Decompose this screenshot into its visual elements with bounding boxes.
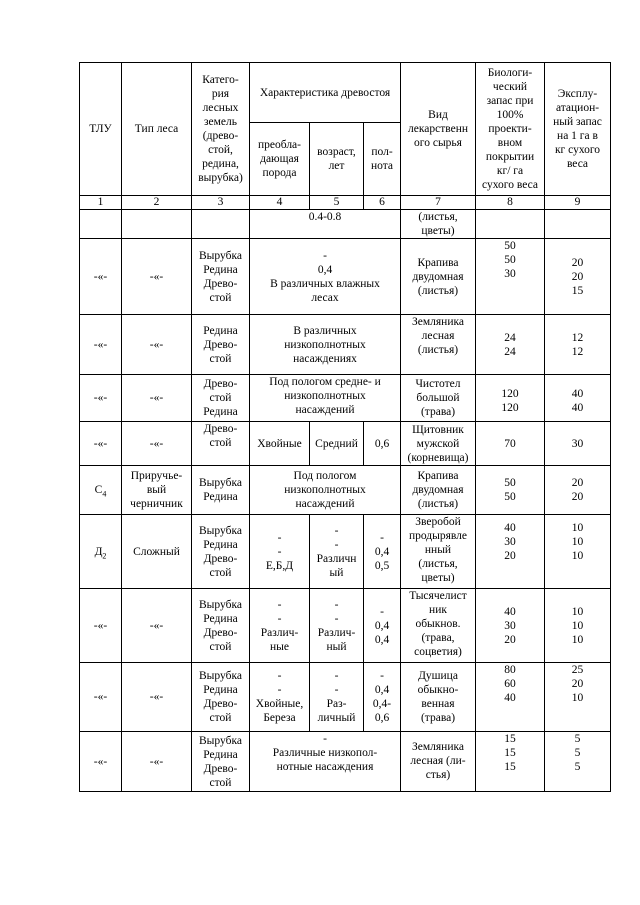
forest-type-cell: -«- [122,422,192,466]
raw-material-cell: Чистотел большой (трава) [401,375,476,422]
exp-stock-cell: 10 10 10 [545,515,611,589]
raw-material-cell: Крапива двудомная (листья) [401,239,476,315]
density-cell: - 0,4 0,5 [364,515,401,589]
bio-stock-cell: 50 50 [476,466,545,515]
table-row [80,315,611,375]
category-cell: Вырубка Редина Древо- стой [192,589,250,663]
raw-material-cell: Зверобой продырявле нный (листья, цветы) [401,515,476,589]
exp-stock-cell: 20 20 [545,466,611,515]
forest-type-cell: -«- [122,239,192,315]
header-land-category: Катего- рия лесных земель (древо- стой, редина, вырубка) [192,63,250,196]
col-number: 8 [476,196,545,210]
tlu-cell: $Д_2$ [80,515,122,589]
table-row [80,589,611,663]
bio-stock-cell: 40 30 20 [476,515,545,589]
bio-stock-cell: 80 60 40 [476,663,545,732]
forest-type-cell: -«- [122,375,192,422]
table-row [80,732,611,792]
table-row [80,466,611,515]
tlu-cell: -«- [80,315,122,375]
table-row [80,210,611,239]
bio-stock-cell: 24 24 [476,315,545,375]
raw-material-cell: Щитовник мужской (корневища) [401,422,476,466]
species-cell: Хвойные [250,422,310,466]
bio-stock-cell: 70 [476,422,545,466]
category-cell: Древо- стой Редина [192,375,250,422]
table-row [80,515,611,589]
col-number: 4 [250,196,310,210]
exp-stock-cell: 30 [545,422,611,466]
raw-material-cell: Земляника лесная (листья) [401,315,476,375]
col-number: 7 [401,196,476,210]
density-cell: 0,6 [364,422,401,466]
tlu-cell: -«- [80,589,122,663]
category-cell: Вырубка Редина Древо- стой [192,663,250,732]
forest-type-cell: Приручье- вый черничник [122,466,192,515]
header-biological-stock: Биологи- ческий запас при 100% проекти- вном покрытии кг/ га сухого веса [476,63,545,196]
species-cell: - - Хвойные, Береза [250,663,310,732]
tlu-cell: $С_4$ [80,466,122,515]
tlu-cell: -«- [80,239,122,315]
merged-stand-cell: - Различные низкопол- нотные насаждения [250,732,401,792]
merged-stand-cell: - 0,4 В различных влажных лесах [250,239,401,315]
forest-resources-table [79,62,611,792]
age-cell: - - Различ- ный [310,589,364,663]
bio-stock-cell: 40 30 20 [476,589,545,663]
category-cell: Вырубка Редина Древо- стой [192,239,250,315]
tlu-cell: -«- [80,422,122,466]
col-number: 5 [310,196,364,210]
raw-material-cell: Душица обыкно- венная (трава) [401,663,476,732]
density-cell: - 0,4 0,4 [364,589,401,663]
forest-type-cell: -«- [122,315,192,375]
header-stand-characteristics: Характеристика древостоя [250,63,401,123]
forest-type-cell: -«- [122,732,192,792]
bio-stock-cell: 120 120 [476,375,545,422]
col-number: 2 [122,196,192,210]
tlu-cell: -«- [80,663,122,732]
col-number: 6 [364,196,401,210]
table-row [80,663,611,732]
exp-stock-cell: 40 40 [545,375,611,422]
merged-stand-cell: 0.4-0.8 [250,210,401,239]
table-row [80,422,611,466]
category-cell: Вырубка Редина Древо- стой [192,515,250,589]
exp-stock-cell: 5 5 5 [545,732,611,792]
merged-stand-cell: Под пологом низкополнотных насаждений [250,466,401,515]
header-tlu: ТЛУ [80,63,122,196]
category-cell: Вырубка Редина Древо- стой [192,732,250,792]
header-dominant-species: преобла- дающая порода [250,123,310,196]
forest-type-cell: -«- [122,663,192,732]
col-number: 1 [80,196,122,210]
age-cell: Средний [310,422,364,466]
forest-type-cell: -«- [122,589,192,663]
col-number: 9 [545,196,611,210]
header-density: пол- нота [364,123,401,196]
raw-material-cell: Тысячелист ник обыкнов. (трава, соцветия) [401,589,476,663]
category-cell: Древо- стой [192,422,250,466]
exp-stock-cell: 20 20 15 [545,239,611,315]
age-cell: - - Различн ый [310,515,364,589]
category-cell: Редина Древо- стой [192,315,250,375]
tlu-cell: -«- [80,732,122,792]
raw-material-cell: (листья, цветы) [401,210,476,239]
raw-material-cell: Земляника лесная (ли- стья) [401,732,476,792]
exp-stock-cell: 12 12 [545,315,611,375]
bio-stock-cell: 50 50 30 [476,239,545,315]
table-row [80,239,611,315]
density-cell: - 0,4 0,4- 0,6 [364,663,401,732]
exp-stock-cell: 25 20 10 [545,663,611,732]
header-age: возраст, лет [310,123,364,196]
category-cell: Вырубка Редина [192,466,250,515]
header-raw-material: Вид лекарственн ого сырья [401,63,476,196]
raw-material-cell: Крапива двудомная (листья) [401,466,476,515]
exp-stock-cell: 10 10 10 [545,589,611,663]
col-number: 3 [192,196,250,210]
merged-stand-cell: Под пологом средне- и низкополнотных насаждений [250,375,401,422]
tlu-cell: -«- [80,375,122,422]
table-row [80,375,611,422]
bio-stock-cell: 15 15 15 [476,732,545,792]
header-forest-type: Тип леса [122,63,192,196]
header-exploitable-stock: Эксплу- атацион- ный запас на 1 га в кг сухого веса [545,63,611,196]
merged-stand-cell: В различных низкополнотных насаждениях [250,315,401,375]
forest-type-cell: Сложный [122,515,192,589]
species-cell: - - Различ- ные [250,589,310,663]
age-cell: - - Раз- личный [310,663,364,732]
species-cell: - - Е,Б,Д [250,515,310,589]
